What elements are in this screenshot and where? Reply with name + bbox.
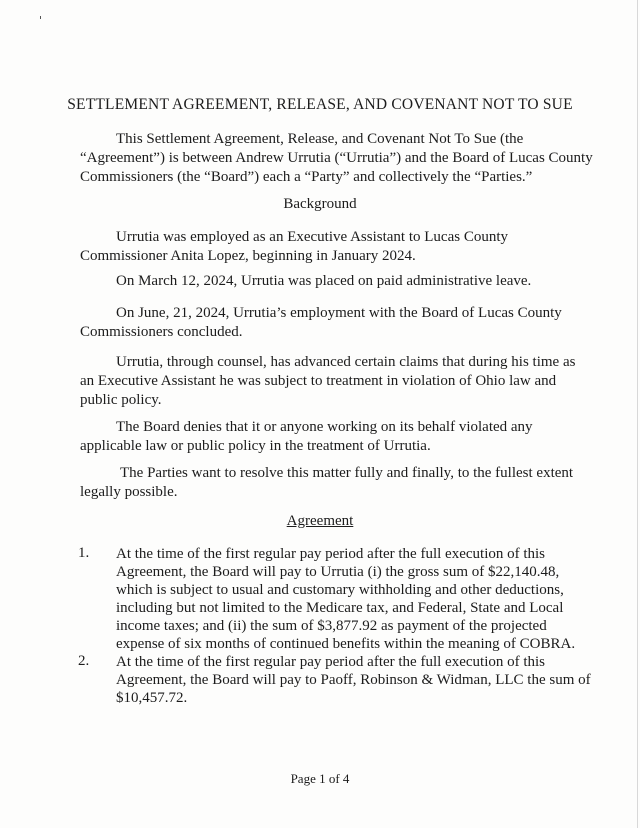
item-line: income taxes; and (ii) the sum of $3,877.92 as payment of the projected xyxy=(116,618,547,634)
paragraph-line: The Board denies that it or anyone working on its behalf violated any xyxy=(116,419,533,435)
paragraph-line: an Executive Assistant he was subject to treatment in violation of Ohio law and xyxy=(80,373,557,389)
item-line: At the time of the first regular pay period after the full execution of this xyxy=(116,546,546,562)
paragraph-line: Commissioners concluded. xyxy=(80,324,243,340)
item-line: Agreement, the Board will pay to Urrutia (i) the gross sum of $22,140.48, xyxy=(116,564,560,580)
scan-speck xyxy=(40,16,41,19)
background-paragraph-4 xyxy=(80,353,576,410)
item-line: which is subject to usual and customary withholding and other deductions, xyxy=(116,582,564,598)
background-paragraph-2 xyxy=(80,272,532,291)
paragraph-line: applicable law or public policy in the treatment of Urrutia. xyxy=(80,438,431,454)
paragraph-line: Urrutia, through counsel, has advanced certain claims that during his time as xyxy=(116,354,576,370)
paragraph-line: The Parties want to resolve this matter fully and finally, to the fullest extent xyxy=(120,465,574,481)
intro-line: “Agreement”) is between Andrew Urrutia (“Urrutia”) and the Board of Lucas County xyxy=(80,150,593,166)
item-line: including but not limited to the Medicare tax, and Federal, State and Local xyxy=(116,600,564,616)
item-line: $10,457.72. xyxy=(116,690,188,706)
paragraph-line: On June, 21, 2024, Urrutia’s employment with the Board of Lucas County xyxy=(116,305,562,321)
paragraph-line: On March 12, 2024, Urrutia was placed on paid administrative leave. xyxy=(116,273,532,289)
paragraph-line: legally possible. xyxy=(80,484,178,500)
page-edge-shadow xyxy=(637,0,638,828)
background-paragraph-6 xyxy=(80,464,574,502)
intro-paragraph xyxy=(80,130,593,187)
item-number: 1. xyxy=(78,545,90,561)
paragraph-line: Commissioner Anita Lopez, beginning in January 2024. xyxy=(80,248,416,264)
paragraph-line: Urrutia was employed as an Executive Assistant to Lucas County xyxy=(116,229,508,245)
paragraph-line: public policy. xyxy=(80,392,162,408)
background-heading: Background xyxy=(283,196,357,212)
document-title: SETTLEMENT AGREEMENT, RELEASE, AND COVENANT NOT TO SUE xyxy=(67,96,573,113)
item-line: expense of six months of continued benefits within the meaning of COBRA. xyxy=(116,636,576,652)
intro-line: Commissioners (the “Board”) each a “Party” and collectively the “Parties.” xyxy=(80,169,533,185)
item-line: Agreement, the Board will pay to Paoff, Robinson & Widman, LLC the sum of xyxy=(116,672,591,688)
item-line: At the time of the first regular pay period after the full execution of this xyxy=(116,654,546,670)
agreement-heading: Agreement xyxy=(286,513,354,529)
intro-line: This Settlement Agreement, Release, and Covenant Not To Sue (the xyxy=(116,131,524,147)
item-number: 2. xyxy=(78,653,90,669)
background-paragraph-3 xyxy=(80,304,562,342)
page-footer: Page 1 of 4 xyxy=(290,771,350,786)
background-paragraph-5 xyxy=(80,418,533,456)
background-paragraph-1 xyxy=(80,228,520,266)
agreement-item-1 xyxy=(116,545,576,653)
agreement-item-2 xyxy=(116,653,591,707)
